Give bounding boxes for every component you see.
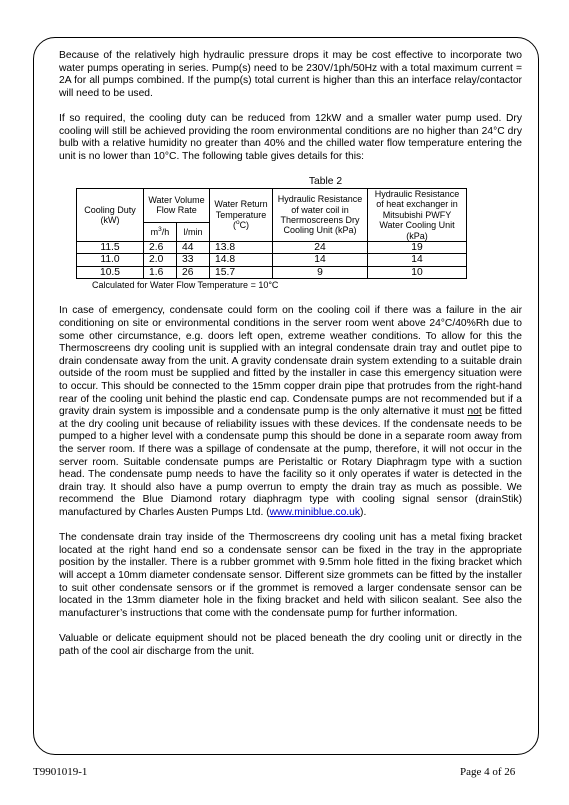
document-body xyxy=(59,50,522,671)
header-hex-resistance: Hydraulic Resistance of heat exchanger in Mitsubishi PWFY Water Cooling Unit (kPa) xyxy=(368,188,467,241)
miniblue-link[interactable]: www.miniblue.co.uk xyxy=(269,506,361,518)
condensate-text-part-2: be fitted at the dry cooling unit because of reliability issues with these devices. If the condensate needs to be pumped to a higher level with a condensate pump this should be done in a separate room away from the server room. If there was a spillage of condensate at the pump, therefore, it will not occur in the server room. Suitable condensate pumps are Peristaltic or Rotary Diaphragm type with a suction head. The condensate pump needs to have the facility so it only operates if water is detected in the drain tray. It should also have a pump overrun to empty the drain tray as much as possible. We recommend the Blue Diamond rotary diaphragm type with cooling signal sensor (drainStik) manufactured by Charles Austen Pumps Ltd. ( xyxy=(59,406,523,518)
condensate-text-part-3: ). xyxy=(360,506,367,518)
underlined-not: not xyxy=(467,406,482,418)
cell-m3h: 2.6 xyxy=(144,241,177,254)
cell-m3h: 2.0 xyxy=(144,254,177,267)
cell-hex: 19 xyxy=(368,241,467,254)
footer-page-number: Page 4 of 26 xyxy=(460,766,516,778)
header-cooling-duty: Cooling Duty (kW) xyxy=(77,188,144,241)
paragraph-pump-requirements: Because of the relatively high hydraulic pressure drops it may be cost effective to incorporate two water pumps operating in series. Pump(s) need to be 230V/1ph/50Hz with a total maximum current = 2A for all pumps combined. If the pump(s) total current is higher than this an interface relay/contactor will need to be used. xyxy=(59,50,522,99)
header-m3h-text: m xyxy=(150,226,159,237)
paragraph-condensate-emergency xyxy=(59,305,522,519)
cell-hex: 14 xyxy=(368,254,467,267)
table-caption: Table 2 xyxy=(308,175,343,187)
header-return-temperature-text: Water Return Temperature ( xyxy=(214,199,268,231)
paragraph-equipment-placement: Valuable or delicate equipment should not be placed beneath the dry cooling unit or directly in the path of the cool air discharge from the unit. xyxy=(59,632,522,657)
cell-coil: 9 xyxy=(273,266,368,279)
cell-lmin: 44 xyxy=(177,241,210,254)
cell-m3h: 1.6 xyxy=(144,266,177,279)
table-footnote: Calculated for Water Flow Temperature = 10°C xyxy=(92,280,279,291)
cell-temp: 13.8 xyxy=(210,241,273,254)
paragraph-reduced-duty: If so required, the cooling duty can be reduced from 12kW and a smaller water pump used. Dry cooling will still be achieved providing the room environmental conditions are no higher than 24°C dry bulb with a relative humidity no greater than 40% and the chilled water flow temperature entering the unit is no lower than 10°C. The following table gives details for this: xyxy=(59,112,522,162)
cell-duty: 11.0 xyxy=(77,254,144,267)
header-lmin: l/min xyxy=(177,222,210,241)
header-coil-resistance: Hydraulic Resistance of water coil in Thermoscreens Dry Cooling Unit (kPa) xyxy=(273,188,368,241)
table-row xyxy=(77,266,467,279)
table-row xyxy=(77,241,467,254)
cooling-duty-table xyxy=(76,188,467,280)
header-m3h-tail: /h xyxy=(161,226,170,237)
cell-lmin: 26 xyxy=(177,266,210,279)
header-return-temperature xyxy=(210,188,273,241)
header-m3h xyxy=(144,222,177,241)
footer-document-number: T9901019-1 xyxy=(33,766,88,778)
cell-temp: 15.7 xyxy=(210,266,273,279)
cell-temp: 14.8 xyxy=(210,254,273,267)
cell-coil: 14 xyxy=(273,254,368,267)
cell-coil: 24 xyxy=(273,241,368,254)
cell-lmin: 33 xyxy=(177,254,210,267)
table-row xyxy=(77,254,467,267)
cell-hex: 10 xyxy=(368,266,467,279)
cell-duty: 11.5 xyxy=(77,241,144,254)
paragraph-drain-tray-bracket: The condensate drain tray inside of the Thermoscreens dry cooling unit has a metal fixing bracket located at the right hand end so a condensate sensor can be fixed in the tray in the appropriate position by the installer. There is a rubber grommet with 9.5mm hole fitted in the fixing bracket which will accept a 10mm diameter condensate sensor. Different size grommets can be fitted by the installer to suit other condensate sensors or if the grommet is removed a larger condensate sensor can be located in the 13mm diameter hole in the fixing bracket and held with silicon sealant. See also the manufacturer’s instructions that come with the condensate pump for further information. xyxy=(59,532,522,619)
cubed-superscript: 3 xyxy=(158,225,162,233)
header-return-temperature-unit: C) xyxy=(239,220,250,231)
degree-superscript: o xyxy=(235,219,240,227)
condensate-text-part-1: In case of emergency, condensate could form on the cooling coil if there was a failure in the air conditioning on site or environmental conditions in the server room went above 24°C/40%Rh due to some other circumstance, e.g. doors left open, extreme weather conditions. To allow for this the Thermoscreens dry cooling unit is supplied with an integral condensate drain tray and outlet pipe to drain condensate away from the unit. A gravity condensate drain system extending to a suitable drain outside of the room must be supplied and fitted by the installer in case this emergency situation were to occur. This should be connected to the 15mm copper drain pipe that protrudes from the right-hand rear of the cooling unit behind the plastic end cap. Condensate pumps are not recommended but if a gravity drain system is impossible and a condensate pump is the only alternative it must xyxy=(59,305,522,418)
header-water-volume: Water Volume Flow Rate xyxy=(144,188,210,222)
cell-duty: 10.5 xyxy=(77,266,144,279)
